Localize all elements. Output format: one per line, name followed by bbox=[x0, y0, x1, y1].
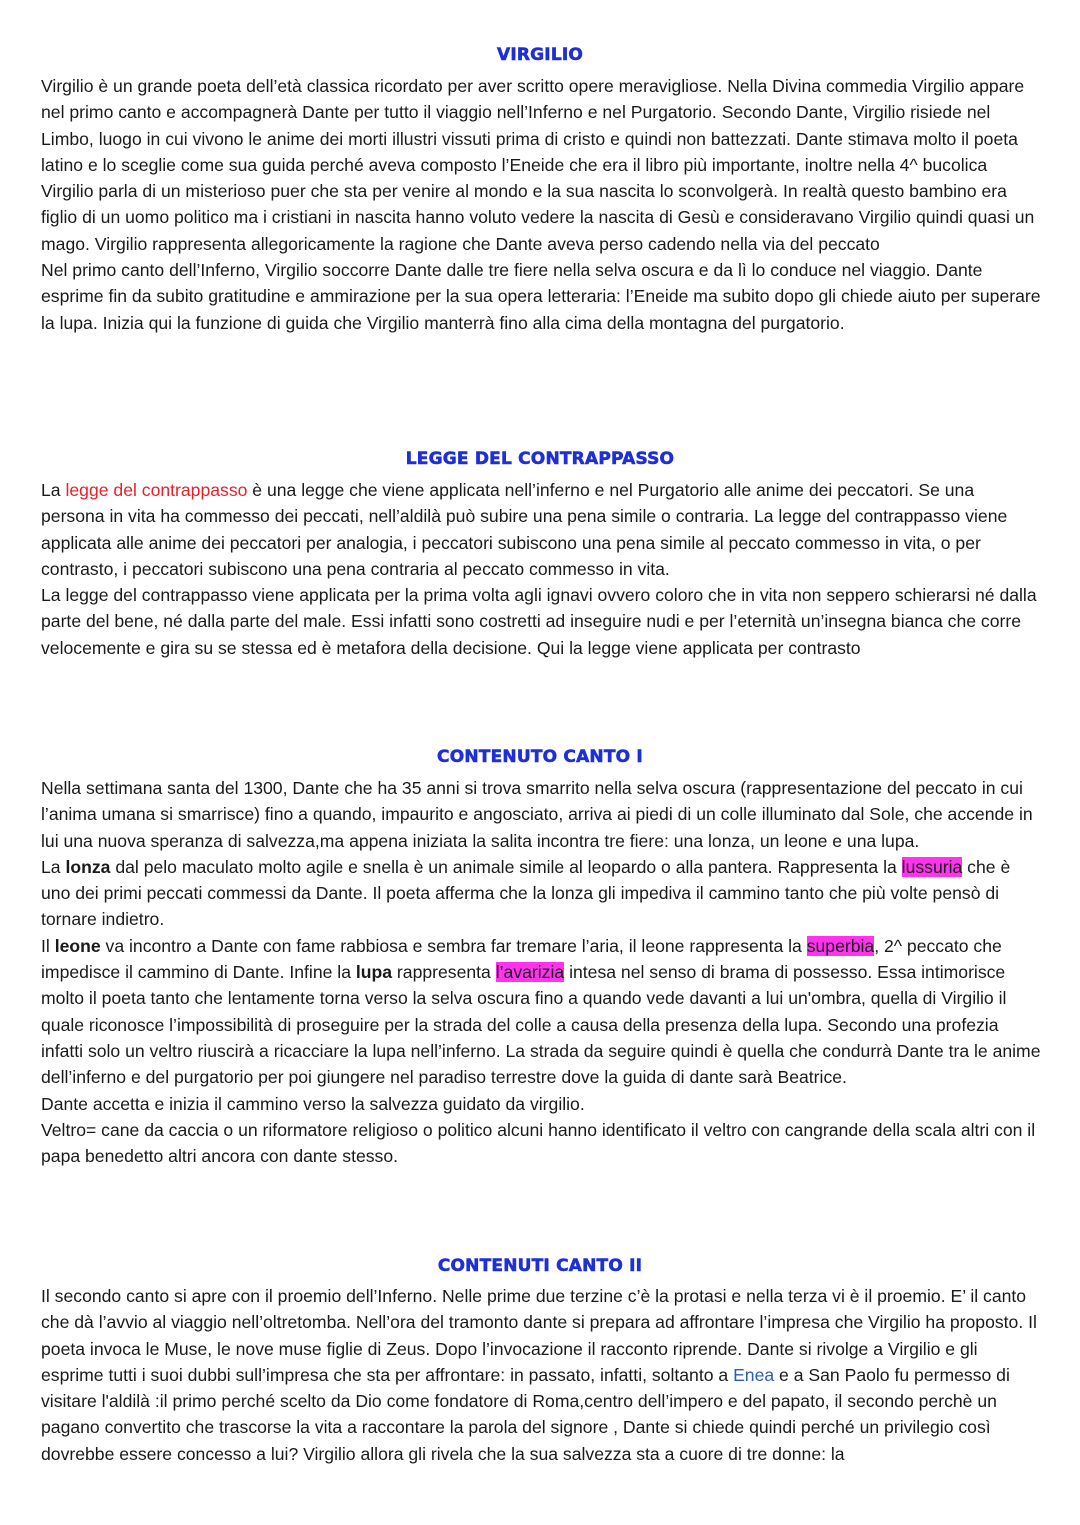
virgilio-heading: VIRGILIO bbox=[496, 45, 584, 65]
contrappasso-paragraph-1 bbox=[41, 477, 1041, 582]
text-run: che è uno dei primi peccati commessi da Dante. Il poeta afferma che la lonza gli impediva il cammino tanto che più volte pensò di tornare indietro. bbox=[41, 856, 1011, 930]
virgilio-paragraph-2: Nel primo canto dell’Inferno, Virgilio soccorre Dante dalle tre fiere nella selva oscura e da lì lo conduce nel viaggio. Dante esprime fin da subito gratitudine e ammirazione per la sua opera letteraria: l’Eneide ma subito dopo gli chiede aiuto per superare la lupa. Inizia qui la funzione di guida che Virgilio manterrà fino alla cima della montagna del purgatorio. bbox=[41, 260, 1041, 333]
canto2-paragraph-1 bbox=[41, 1283, 1041, 1467]
superbia-highlight: superbia bbox=[806, 935, 875, 956]
text-run: intesa nel senso di brama di possesso. Essa intimorisce molto il poeta tanto che lentamente torna verso la selva oscura fino a quando vede davanti a lui un'ombra, quella di Virgilio il quale riconosce l’impossibilità di proseguire per la strada del colle a causa della presenza della lupa. Secondo una profezia infatti solo un veltro riuscirà a ricacciare la lupa nell’inferno. La strada da seguire quindi è quella che condurrà Dante tra le anime dell’inferno e del purgatorio per poi giungere nel paradiso terrestre dove la guida di dante sarà Beatrice. bbox=[41, 962, 1041, 1088]
canto1-heading: CONTENUTO CANTO I bbox=[437, 747, 643, 767]
canto1-paragraph-1: Nella settimana santa del 1300, Dante che ha 35 anni si trova smarrito nella selva oscura (rappresentazione del peccato in cui l’anima umana si smarrisce) fino a quando, impaurito e angosciato, arriva ai piedi di un colle illuminato dal Sole, che accende in lui una nuova speranza di salvezza,ma appena iniziata la salita incontra tre fiere: una lonza, un leone e una lupa. bbox=[41, 778, 1033, 851]
lonza-term: lonza bbox=[65, 856, 111, 877]
canto1-paragraph-4: Dante accetta e inizia il cammino verso la salvezza guidato da virgilio. bbox=[41, 1093, 585, 1114]
virgilio-paragraph-1: Virgilio è un grande poeta dell’età classica ricordato per aver scritto opere meravigliose. Nella Divina commedia Virgilio appare nel primo canto e accompagnerà Dante per tutto il viaggio nell’Inferno e nel Purgatorio. Secondo Dante, Virgilio risiede nel Limbo, luogo in cui vivono le anime dei morti illustri vissuti prima di cristo e quindi non battezzati. Dante stimava molto il poeta latino e lo sceglie come sua guida perché aveva composto l’Eneide che era il libro più importante, inoltre nella 4^ bucolica Virgilio parla di un misterioso puer che sta per venire al mondo e la sua nascita lo sconvolgerà. In realtà questo bambino era figlio di un uomo politico ma i cristiani in nascita hanno voluto vedere la nascita di Gesù e consideravano Virgilio quindi quasi un mago. Virgilio rappresenta allegoricamente la ragione che Dante aveva perso cadendo nella via del peccato bbox=[41, 76, 1035, 254]
canto2-heading: CONTENUTI CANTO II bbox=[437, 1256, 643, 1276]
canto1-paragraph-5: Veltro= cane da caccia o un riformatore religioso o politico alcuni hanno identificato il veltro con cangrande della scala altri con il papa benedetto altri ancora con dante stesso. bbox=[41, 1119, 1036, 1167]
enea-term: Enea bbox=[733, 1364, 775, 1385]
text-run: e a San Paolo fu permesso di visitare l'aldilà :il primo perché scelto da Dio come fondatore di Roma,centro dell’impero e del papato, il secondo perchè un pagano convertito che trascorse la vita a raccontare la parola del signore , Dante si chiede quindi perché un privilegio così dovrebbe essere concesso a lui? Virgilio allora gli rivela che la sua salvezza sta a cuore di tre donne: la bbox=[41, 1364, 1010, 1464]
lussuria-highlight: lussuria bbox=[901, 856, 963, 877]
text-run: La bbox=[41, 480, 66, 500]
virgilio-section bbox=[41, 73, 1041, 336]
canto1-paragraph-3 bbox=[41, 933, 1041, 1091]
legge-contrappasso-term: legge del contrappasso bbox=[65, 480, 248, 500]
text-run: rappresenta bbox=[392, 962, 496, 983]
text-run: La bbox=[41, 856, 66, 877]
text-run: è una legge che viene applicata nell’inferno e nel Purgatorio alle anime dei peccatori. Se una persona in vita ha commesso dei peccati, nell’aldilà può subire una pena simile o contraria. La legge del contrappasso viene applicata alle anime dei peccatori per analogia, i peccatori subiscono una pena simile al peccato commesso in vita, o per contrasto, i peccatori subiscono una pena contraria al peccato commesso in vita. bbox=[41, 480, 1008, 579]
contrappasso-section bbox=[41, 477, 1041, 661]
canto1-section bbox=[41, 775, 1041, 1169]
text-run: dal pelo maculato molto agile e snella è un animale simile al leopardo o alla pantera. Rappresenta la bbox=[110, 856, 902, 877]
contrappasso-heading: LEGGE DEL CONTRAPPASSO bbox=[405, 449, 675, 469]
canto1-paragraph-2 bbox=[41, 854, 1041, 933]
canto2-section bbox=[41, 1283, 1041, 1467]
text-run: va incontro a Dante con fame rabbiosa e sembra far tremare l’aria, il leone rappresenta la bbox=[100, 935, 807, 956]
lupa-term: lupa bbox=[355, 962, 393, 983]
text-run: Il bbox=[41, 935, 55, 956]
contrappasso-paragraph-2: La legge del contrappasso viene applicata per la prima volta agli ignavi ovvero coloro che in vita non seppero schierarsi né dalla parte del bene, né dalla parte del male. Essi infatti sono costretti ad inseguire nudi e per l’eternità un’insegna bianca che corre velocemente e gira su se stessa ed è metafora della decisione. Qui la legge viene applicata per contrasto bbox=[41, 585, 1037, 658]
leone-term: leone bbox=[54, 935, 101, 956]
text-run: Il secondo canto si apre con il proemio dell’Inferno. Nelle prime due terzine c’è la protasi e nella terza vi è il proemio. E’ il canto che dà l’avvio al viaggio nell’oltretomba. Nell’ora del tramonto dante si prepara ad affrontare l’impresa che Virgilio ha proposto. Il poeta invoca le Muse, le nove muse figlie di Zeus. Dopo l’invocazione il racconto riprende. Dante si rivolge a Virgilio e gli esprime tutti i suoi dubbi sull’impresa che sta per affrontare: in passato, infatti, soltanto a bbox=[41, 1286, 1037, 1385]
text-run: , 2^ peccato che impedisce il cammino di Dante. Infine la bbox=[41, 935, 1002, 983]
avarizia-highlight: l’avarizia bbox=[495, 962, 565, 983]
